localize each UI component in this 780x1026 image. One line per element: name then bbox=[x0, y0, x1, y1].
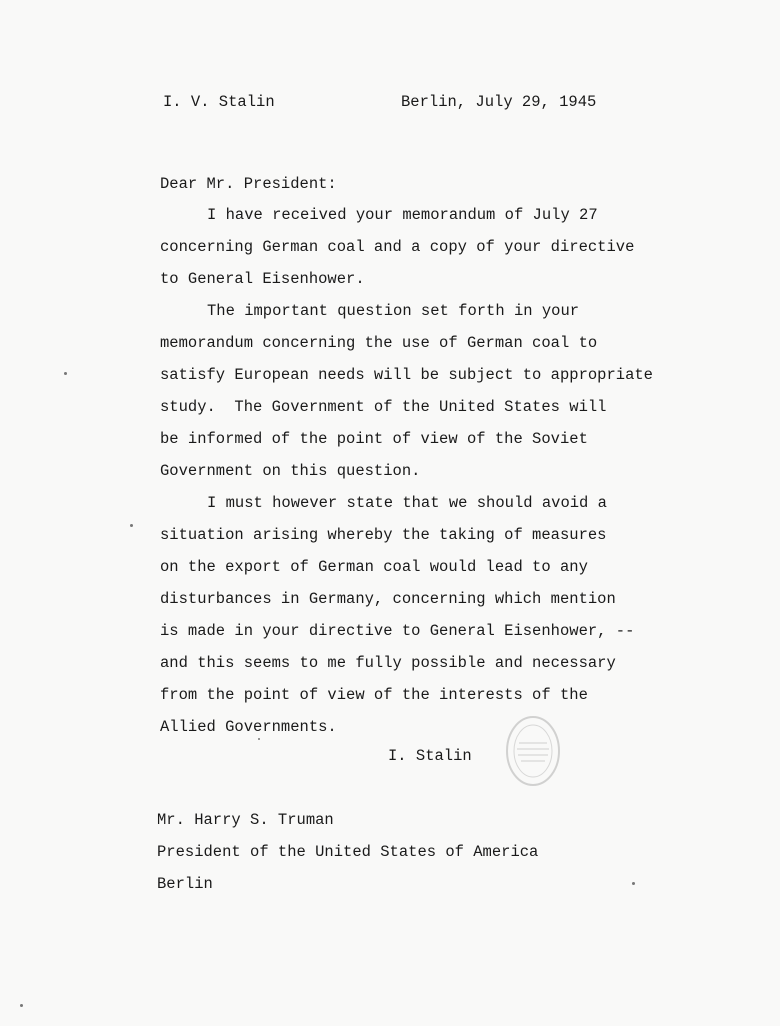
body-line: disturbances in Germany, concerning which mention bbox=[160, 590, 616, 608]
archive-stamp-icon bbox=[505, 715, 561, 787]
recipient-address bbox=[157, 810, 538, 906]
paper-speck bbox=[258, 738, 260, 740]
recipient-line: Mr. Harry S. Truman bbox=[157, 811, 334, 829]
place-date: Berlin, July 29, 1945 bbox=[401, 93, 597, 111]
body-line: and this seems to me fully possible and necessary bbox=[160, 654, 616, 672]
body-line: satisfy European needs will be subject to appropriate bbox=[160, 366, 653, 384]
body-line: is made in your directive to General Eisenhower, -- bbox=[160, 622, 635, 640]
body-line: to General Eisenhower. bbox=[160, 270, 365, 288]
paper-speck bbox=[64, 372, 67, 375]
paper-speck bbox=[130, 524, 133, 527]
body-line: The important question set forth in your bbox=[207, 302, 580, 320]
body-line: memorandum concerning the use of German coal to bbox=[160, 334, 598, 352]
body-line: situation arising whereby the taking of measures bbox=[160, 526, 607, 544]
body-line: I have received your memorandum of July 27 bbox=[207, 206, 598, 224]
body-line: Government on this question. bbox=[160, 462, 421, 480]
body-line: from the point of view of the interests of the bbox=[160, 686, 588, 704]
salutation: Dear Mr. President: bbox=[160, 175, 337, 193]
paper-speck bbox=[20, 1004, 23, 1007]
body-line: Allied Governments. bbox=[160, 718, 337, 736]
body-line: be informed of the point of view of the Soviet bbox=[160, 430, 588, 448]
signature: I. Stalin bbox=[388, 747, 472, 765]
body-line: study. The Government of the United States will bbox=[160, 398, 607, 416]
recipient-line: Berlin bbox=[157, 875, 213, 893]
body-line: on the export of German coal would lead to any bbox=[160, 558, 588, 576]
letter-body bbox=[160, 205, 653, 749]
paper-speck bbox=[632, 882, 635, 885]
sender-name: I. V. Stalin bbox=[163, 93, 275, 111]
body-line: concerning German coal and a copy of your directive bbox=[160, 238, 635, 256]
body-line: I must however state that we should avoid a bbox=[207, 494, 607, 512]
recipient-line: President of the United States of America bbox=[157, 843, 539, 861]
